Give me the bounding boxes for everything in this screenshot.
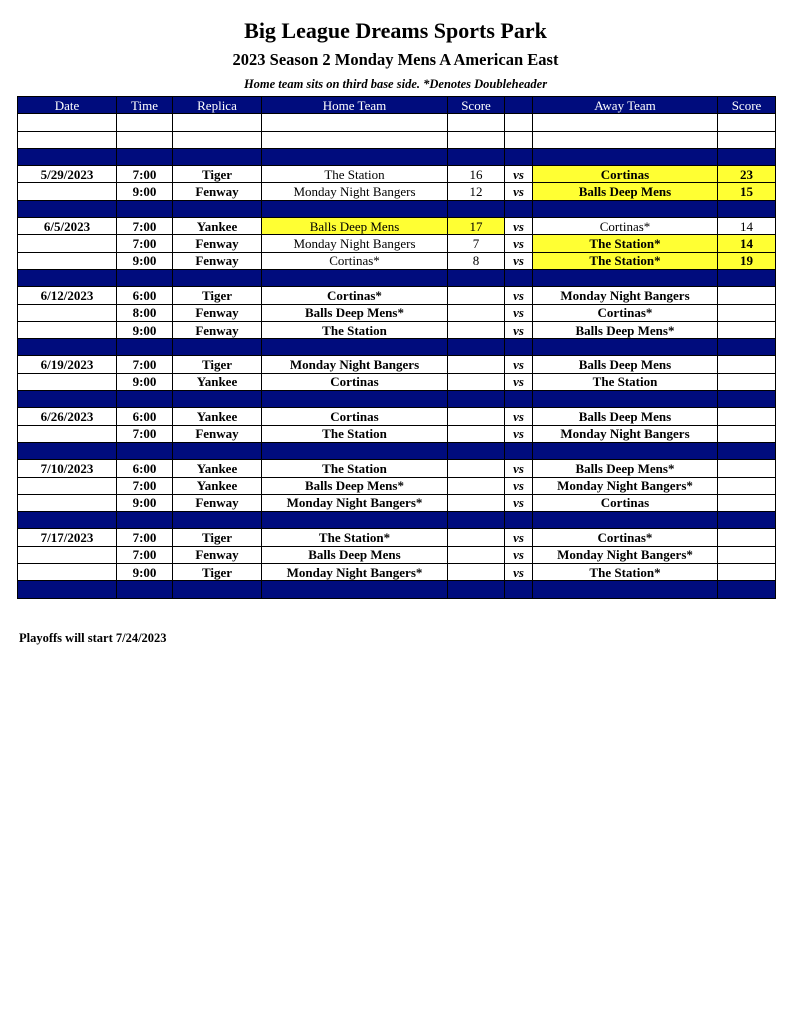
home-score: [448, 477, 505, 494]
home-score: [448, 287, 505, 304]
away-score: 19: [718, 252, 776, 269]
game-date: [18, 183, 117, 200]
home-score: 17: [448, 218, 505, 235]
away-team: Monday Night Bangers: [533, 425, 718, 442]
game-date: [18, 373, 117, 390]
game-row: [18, 287, 776, 304]
game-time: 7:00: [117, 425, 173, 442]
game-time: 7:00: [117, 235, 173, 252]
home-team: The Station: [262, 166, 448, 183]
home-score: [448, 546, 505, 563]
home-score: [448, 529, 505, 546]
home-score: [448, 425, 505, 442]
home-team: Cortinas*: [262, 252, 448, 269]
home-score: [448, 321, 505, 338]
home-score: [448, 564, 505, 581]
game-time: 9:00: [117, 252, 173, 269]
away-score: [718, 287, 776, 304]
away-team: The Station*: [533, 252, 718, 269]
away-team: Monday Night Bangers*: [533, 546, 718, 563]
away-team: Cortinas*: [533, 218, 718, 235]
game-replica-field: Fenway: [173, 183, 262, 200]
game-date: 6/12/2023: [18, 287, 117, 304]
game-date: [18, 546, 117, 563]
page-title: Big League Dreams Sports Park: [244, 18, 547, 43]
away-score: 15: [718, 183, 776, 200]
game-replica-field: Fenway: [173, 321, 262, 338]
away-team: The Station: [533, 373, 718, 390]
game-time: 6:00: [117, 408, 173, 425]
vs-label: vs: [505, 425, 533, 442]
home-score: [448, 460, 505, 477]
away-team: Cortinas: [533, 166, 718, 183]
vs-label: vs: [505, 166, 533, 183]
game-time: 7:00: [117, 356, 173, 373]
away-score: [718, 425, 776, 442]
vs-label: vs: [505, 477, 533, 494]
home-team: Cortinas: [262, 408, 448, 425]
game-row: [18, 235, 776, 252]
vs-label: vs: [505, 183, 533, 200]
game-row: [18, 460, 776, 477]
home-score: [448, 408, 505, 425]
vs-label: vs: [505, 235, 533, 252]
vs-label: vs: [505, 408, 533, 425]
away-team: Cortinas*: [533, 304, 718, 321]
away-score: [718, 477, 776, 494]
home-team: Monday Night Bangers: [262, 183, 448, 200]
header-away-score: Score: [718, 97, 776, 114]
vs-label: vs: [505, 287, 533, 304]
playoffs-note: Playoffs will start 7/24/2023: [19, 631, 167, 645]
game-date: 7/17/2023: [18, 529, 117, 546]
game-row: [18, 494, 776, 511]
vs-label: vs: [505, 304, 533, 321]
game-row: [18, 408, 776, 425]
game-date: 6/19/2023: [18, 356, 117, 373]
game-date: [18, 494, 117, 511]
away-team: Cortinas*: [533, 529, 718, 546]
game-row: [18, 425, 776, 442]
game-row: [18, 546, 776, 563]
week-separator-row: [18, 269, 776, 286]
game-row: [18, 321, 776, 338]
game-replica-field: Tiger: [173, 529, 262, 546]
blank-row: [18, 131, 776, 148]
week-separator-row: [18, 148, 776, 165]
game-replica-field: Fenway: [173, 546, 262, 563]
away-team: Cortinas: [533, 494, 718, 511]
home-team: Balls Deep Mens: [262, 218, 448, 235]
header-date: Date: [18, 97, 117, 114]
away-score: 14: [718, 218, 776, 235]
game-replica-field: Yankee: [173, 460, 262, 477]
home-team: Monday Night Bangers*: [262, 564, 448, 581]
game-row: [18, 564, 776, 581]
doubleheader-note: Home team sits on third base side. *Denotes Doubleheader: [243, 77, 548, 91]
game-replica-field: Tiger: [173, 166, 262, 183]
home-score: 7: [448, 235, 505, 252]
away-team: Monday Night Bangers*: [533, 477, 718, 494]
home-team: Monday Night Bangers: [262, 356, 448, 373]
game-time: 9:00: [117, 321, 173, 338]
week-separator-row: [18, 391, 776, 408]
game-date: [18, 564, 117, 581]
page-subtitle: 2023 Season 2 Monday Mens A American East: [232, 50, 559, 69]
vs-label: vs: [505, 356, 533, 373]
schedule-table: [17, 96, 776, 599]
week-separator-row: [18, 442, 776, 459]
home-team: The Station: [262, 460, 448, 477]
home-team: Balls Deep Mens*: [262, 304, 448, 321]
week-separator-row: [18, 200, 776, 217]
home-team: Cortinas: [262, 373, 448, 390]
game-time: 7:00: [117, 477, 173, 494]
game-row: [18, 166, 776, 183]
game-date: [18, 321, 117, 338]
table-header-row: [18, 97, 776, 114]
game-replica-field: Tiger: [173, 356, 262, 373]
game-replica-field: Tiger: [173, 564, 262, 581]
game-date: [18, 252, 117, 269]
game-time: 9:00: [117, 494, 173, 511]
game-row: [18, 373, 776, 390]
away-score: 14: [718, 235, 776, 252]
game-date: 6/26/2023: [18, 408, 117, 425]
vs-label: vs: [505, 218, 533, 235]
vs-label: vs: [505, 373, 533, 390]
away-score: [718, 460, 776, 477]
game-row: [18, 477, 776, 494]
game-row: [18, 218, 776, 235]
home-team: Monday Night Bangers: [262, 235, 448, 252]
game-row: [18, 304, 776, 321]
header-vs: [505, 97, 533, 114]
home-score: 16: [448, 166, 505, 183]
game-time: 6:00: [117, 287, 173, 304]
blank-row: [18, 114, 776, 131]
game-time: 7:00: [117, 546, 173, 563]
home-score: [448, 494, 505, 511]
away-score: [718, 494, 776, 511]
game-row: [18, 356, 776, 373]
home-team: The Station: [262, 425, 448, 442]
away-team: Monday Night Bangers: [533, 287, 718, 304]
away-team: Balls Deep Mens*: [533, 321, 718, 338]
game-date: [18, 425, 117, 442]
vs-label: vs: [505, 460, 533, 477]
game-date: 6/5/2023: [18, 218, 117, 235]
game-time: 6:00: [117, 460, 173, 477]
game-replica-field: Fenway: [173, 425, 262, 442]
game-replica-field: Tiger: [173, 287, 262, 304]
game-replica-field: Yankee: [173, 373, 262, 390]
game-time: 7:00: [117, 218, 173, 235]
away-score: [718, 564, 776, 581]
home-team: The Station*: [262, 529, 448, 546]
away-score: [718, 304, 776, 321]
game-date: [18, 235, 117, 252]
away-team: The Station*: [533, 235, 718, 252]
game-time: 8:00: [117, 304, 173, 321]
home-team: Balls Deep Mens: [262, 546, 448, 563]
week-separator-row: [18, 581, 776, 598]
header-time: Time: [117, 97, 173, 114]
game-time: 9:00: [117, 373, 173, 390]
vs-label: vs: [505, 564, 533, 581]
game-date: [18, 304, 117, 321]
header-replica: Replica: [173, 97, 262, 114]
away-team: Balls Deep Mens: [533, 356, 718, 373]
game-time: 7:00: [117, 166, 173, 183]
away-score: [718, 356, 776, 373]
home-score: 12: [448, 183, 505, 200]
home-team: Monday Night Bangers*: [262, 494, 448, 511]
home-score: [448, 373, 505, 390]
game-replica-field: Fenway: [173, 235, 262, 252]
home-score: [448, 356, 505, 373]
header-away-team: Away Team: [533, 97, 718, 114]
game-replica-field: Yankee: [173, 408, 262, 425]
game-time: 7:00: [117, 529, 173, 546]
away-score: 23: [718, 166, 776, 183]
away-team: Balls Deep Mens: [533, 408, 718, 425]
home-team: Balls Deep Mens*: [262, 477, 448, 494]
week-separator-row: [18, 512, 776, 529]
home-team: Cortinas*: [262, 287, 448, 304]
header-home-team: Home Team: [262, 97, 448, 114]
game-row: [18, 529, 776, 546]
home-team: The Station: [262, 321, 448, 338]
vs-label: vs: [505, 252, 533, 269]
game-time: 9:00: [117, 564, 173, 581]
week-separator-row: [18, 339, 776, 356]
game-replica-field: Fenway: [173, 252, 262, 269]
game-date: [18, 477, 117, 494]
vs-label: vs: [505, 321, 533, 338]
away-score: [718, 408, 776, 425]
vs-label: vs: [505, 494, 533, 511]
away-score: [718, 373, 776, 390]
vs-label: vs: [505, 529, 533, 546]
game-replica-field: Fenway: [173, 494, 262, 511]
away-team: The Station*: [533, 564, 718, 581]
game-row: [18, 183, 776, 200]
game-replica-field: Fenway: [173, 304, 262, 321]
home-score: [448, 304, 505, 321]
away-score: [718, 546, 776, 563]
home-score: 8: [448, 252, 505, 269]
game-date: 5/29/2023: [18, 166, 117, 183]
game-time: 9:00: [117, 183, 173, 200]
away-score: [718, 529, 776, 546]
game-row: [18, 252, 776, 269]
game-date: 7/10/2023: [18, 460, 117, 477]
away-team: Balls Deep Mens: [533, 183, 718, 200]
game-replica-field: Yankee: [173, 218, 262, 235]
game-replica-field: Yankee: [173, 477, 262, 494]
vs-label: vs: [505, 546, 533, 563]
header-home-score: Score: [448, 97, 505, 114]
away-team: Balls Deep Mens*: [533, 460, 718, 477]
away-score: [718, 321, 776, 338]
